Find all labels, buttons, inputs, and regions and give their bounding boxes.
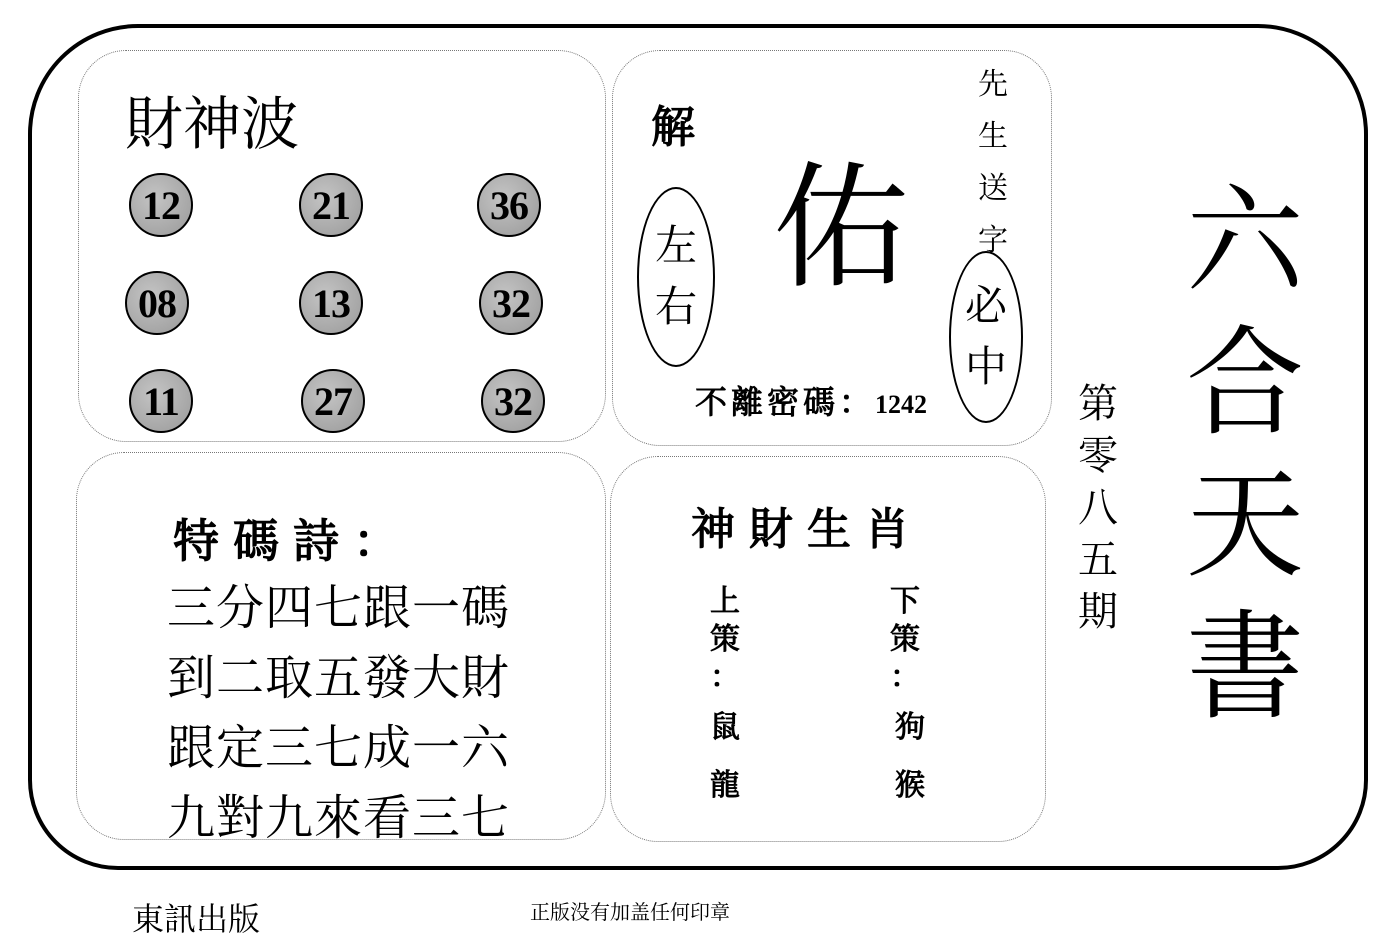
- issue-char: 八: [1078, 485, 1118, 531]
- number-ball: 11: [129, 369, 193, 433]
- lower-zodiac: 猴: [895, 768, 925, 803]
- secret-code: [695, 377, 927, 423]
- lower-char: ：: [890, 660, 920, 695]
- oval-char: 左: [654, 221, 697, 271]
- zodiac-title: 神財生肖: [691, 504, 923, 555]
- code-value: 1242: [875, 390, 928, 419]
- number-ball: 32: [481, 369, 545, 433]
- lower-zodiac: 狗: [895, 710, 925, 745]
- number-ball: 36: [477, 173, 541, 237]
- zodiac-panel: [610, 456, 1046, 842]
- issue-char: 零: [1078, 433, 1118, 479]
- poem-line: 九對九來看三七: [167, 790, 511, 846]
- wealth-wave-panel: [78, 50, 606, 442]
- lower-strategy: [885, 583, 925, 805]
- send-char: 字: [978, 223, 1008, 258]
- title-char: 六: [1185, 172, 1304, 310]
- upper-char: ：: [710, 660, 740, 695]
- number-ball: 32: [479, 271, 543, 335]
- wave-title: 財神波: [125, 90, 300, 158]
- send-char: 送: [978, 171, 1008, 206]
- upper-zodiac: 鼠: [710, 710, 740, 745]
- clue-panel: [612, 50, 1052, 446]
- title-char: 書: [1185, 598, 1304, 736]
- upper-char: 上: [710, 584, 740, 619]
- lower-char: 策: [890, 622, 920, 657]
- authenticity-note: 正版没有加盖任何印章: [530, 900, 730, 924]
- clue-label: 解: [651, 102, 695, 153]
- publisher: 東訊出版: [132, 900, 261, 938]
- number-ball: 21: [299, 173, 363, 237]
- book-title: [1180, 170, 1310, 738]
- poem-line: 三分四七跟一碼: [167, 580, 511, 636]
- main-character: 佑: [773, 150, 909, 308]
- send-char: 生: [978, 119, 1008, 154]
- left-right-oval: [637, 187, 715, 367]
- oval-char: 中: [964, 342, 1007, 391]
- number-ball: 08: [125, 271, 189, 335]
- title-char: 天: [1185, 456, 1304, 594]
- poem-title: 特碼詩：: [173, 514, 413, 568]
- number-ball: 27: [301, 369, 365, 433]
- issue-char: 期: [1078, 589, 1118, 635]
- send-text: [973, 59, 1013, 267]
- poem-line: 到二取五發大財: [167, 650, 511, 706]
- code-label: 不離密碼：: [695, 383, 876, 421]
- issue-char: 第: [1078, 381, 1118, 427]
- oval-char: 必: [964, 281, 1007, 331]
- poem-line: 跟定三七成一六: [167, 720, 511, 776]
- title-char: 合: [1185, 314, 1304, 452]
- upper-strategy: [705, 583, 745, 805]
- issue-number: [1076, 378, 1120, 638]
- send-char: 先: [978, 67, 1008, 102]
- lower-char: 下: [890, 584, 920, 619]
- oval-char: 右: [654, 282, 697, 331]
- number-ball: 12: [129, 173, 193, 237]
- issue-char: 五: [1078, 537, 1118, 583]
- upper-zodiac: 龍: [710, 768, 740, 803]
- poem-panel: [76, 452, 606, 846]
- must-hit-oval: [949, 251, 1023, 423]
- upper-char: 策: [710, 622, 740, 657]
- number-ball: 13: [299, 271, 363, 335]
